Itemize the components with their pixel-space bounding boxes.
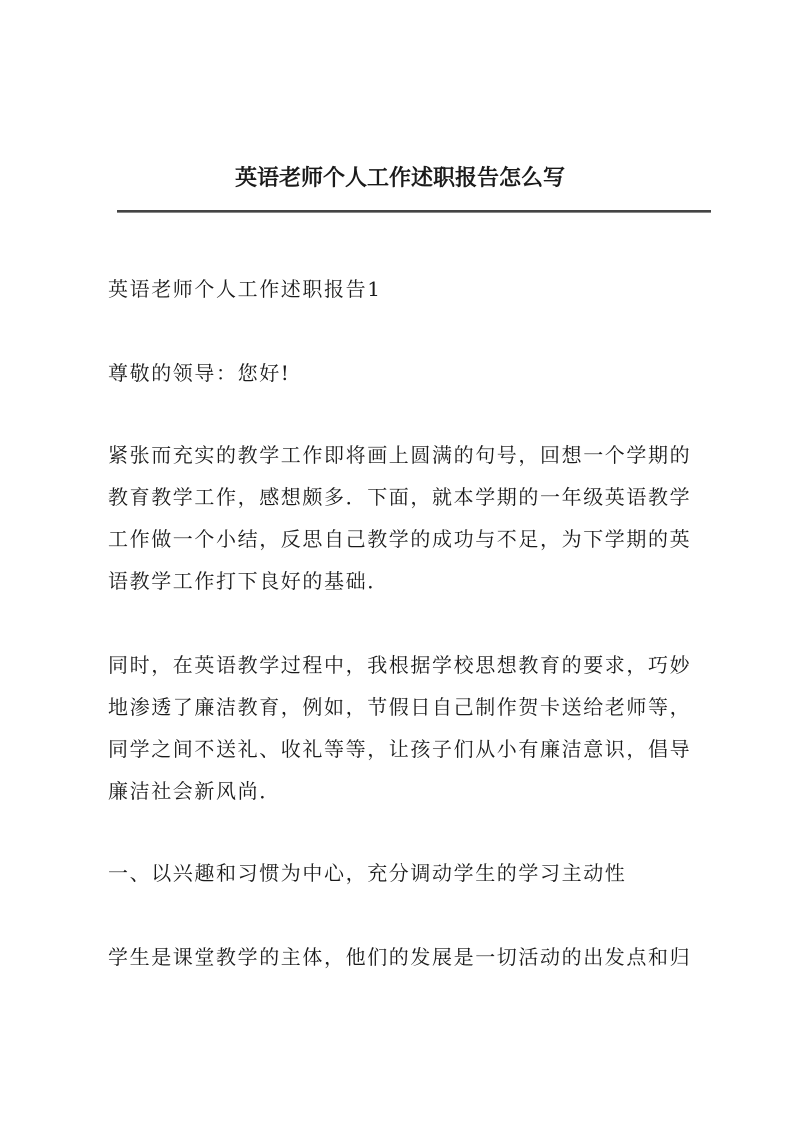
report-subtitle: 英语老师个人工作述职报告1 [108,277,382,301]
paragraph-intro: 紧张而充实的教学工作即将画上圆满的句号，回想一个学期的教育教学工作，感想颇多．下面，就本学期的一年级英语教学工作做一个小结，反思自己教学的成功与不足，为下学期的英语教学工作打下良好的基础． [108,443,692,593]
paragraph-student-center: 学生是课堂教学的主体，他们的发展是一切活动的出发点和归 [108,945,692,969]
title-divider [117,210,711,213]
section-heading: 一、以兴趣和习惯为中心，充分调动学生的学习主动性 [108,861,627,885]
paragraph-integrity-education: 同时，在英语教学过程中，我根据学校思想教育的要求，巧妙地渗透了廉洁教育，例如，节假日自己制作贺卡送给老师等，同学之间不送礼、收礼等等，让孩子们从小有廉洁意识，倡导廉洁社会新风尚． [108,653,692,803]
greeting-line: 尊敬的领导：您好! [108,361,291,385]
document-title: 英语老师个人工作述职报告怎么写 [234,165,565,191]
